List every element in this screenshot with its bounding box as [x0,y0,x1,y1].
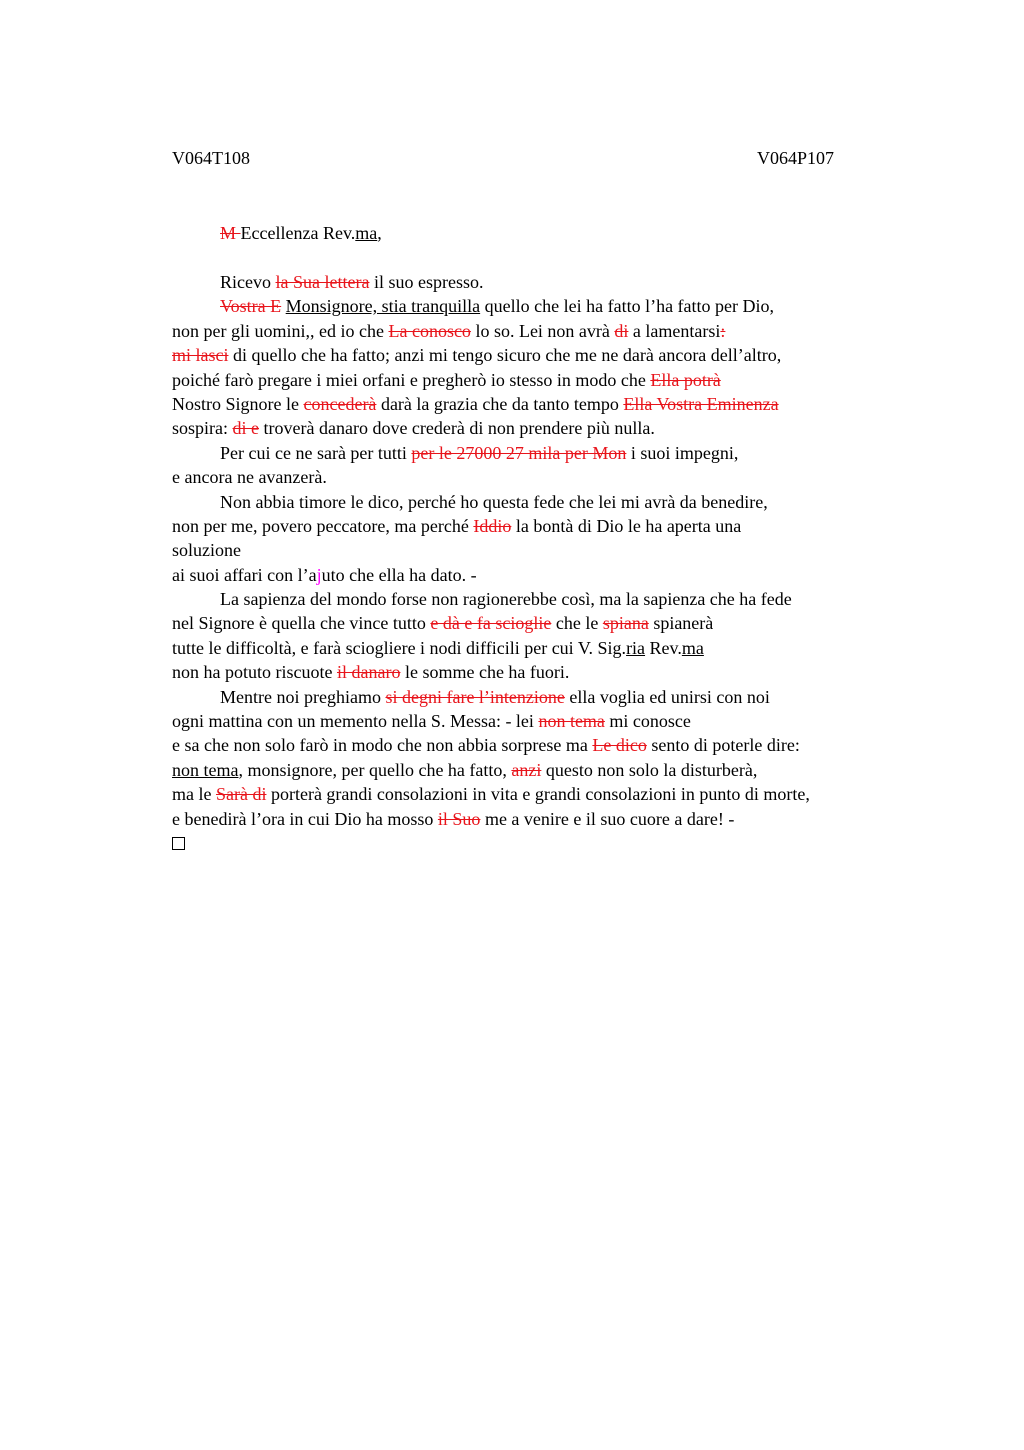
text-segment: non per me, povero peccatore, ma perché [172,515,474,536]
deleted-text: il danaro [336,662,401,683]
text-segment: me a venire e il suo cuore a dare! - [480,808,735,829]
text-segment: Ricevo [220,272,276,292]
deleted-text: il Suo [437,808,481,829]
text-segment: quello che lei ha fatto l’ha fatto per Dio, [480,296,775,317]
text-segment: di quello che ha fatto; anzi mi tengo sicuro che me ne darà ancora dell’altro, [228,345,782,366]
text-line [172,441,912,465]
deleted-text: La conosco [388,320,471,341]
text-line [172,611,912,635]
text-segment: nel Signore è quella che vince tutto [172,613,431,634]
text-segment: ogni mattina con un memento nella S. Messa: - lei [172,711,539,732]
deleted-text: Sarà di [215,784,267,805]
deleted-text: di [614,320,629,341]
deleted-text: si degni fare l’intenzione [385,686,565,707]
underlined-text: ma [355,223,378,243]
document-id-left: V064T108 [172,148,250,168]
deleted-text: mi lasci [172,345,229,366]
text-segment: , monsignore, per quello che ha fatto, [238,759,512,780]
text-line [172,685,912,709]
text-segment: tutte le difficoltà, e farà sciogliere i nodi difficili per cui V. Sig. [172,637,627,658]
text-line [172,416,912,440]
text-segment: questo non solo la disturberà, [541,759,758,780]
text-segment: sento di poterle dire: [646,735,800,756]
text-line [172,636,912,660]
deleted-text: Iddio [473,515,512,536]
text-segment: il suo espresso. [369,272,484,292]
text-segment: Per cui ce ne sarà per tutti [220,442,412,463]
deleted-text: la Sua lettera [275,272,370,292]
deleted-text: non tema [538,711,605,732]
text-line [172,758,912,782]
underlined-text: non tema [172,759,239,780]
text-segment: uto che ella ha dato. - [321,564,477,585]
text-line [172,319,912,343]
text-segment: ai suoi affari con l’a [172,564,317,585]
text-line [172,733,912,757]
underlined-text: ria [626,637,646,658]
text-line [172,368,912,392]
salutation [220,221,382,245]
end-marker-box-icon [172,837,185,850]
text-segment: darà la grazia che da tanto tempo [376,393,624,414]
text-segment: e benedirà l’ora in cui Dio ha mosso [172,808,438,829]
text-line [172,514,912,538]
text-segment: troverà danaro dove crederà di non prendere più nulla. [259,418,655,439]
document-id-right: V064P107 [757,148,835,168]
text-line [172,587,912,611]
text-line [172,709,912,733]
text-line [172,270,912,294]
text-segment: la bontà di Dio le ha aperta una [511,515,742,536]
text-segment: soluzione [172,540,241,561]
deleted-text: anzi [511,759,542,780]
text-line [172,343,912,367]
letter-body [172,270,912,855]
text-segment: le somme che ha fuori. [400,662,570,683]
text-segment: ma le [172,784,216,805]
deleted-text: M [220,223,241,243]
text-segment: spianerà [648,613,714,634]
text-segment: Nostro Signore le [172,393,304,414]
text-segment: poiché farò pregare i miei orfani e pregherò io stesso in modo che [172,369,651,390]
deleted-text: Le dico [592,735,647,756]
text-line [172,563,912,587]
text-segment: non per gli uomini,, ed io che [172,320,389,341]
text-line [172,294,912,318]
deleted-text: Ella Vostra Eminenza [623,393,779,414]
deleted-text: spiana [602,613,649,634]
text-segment: che le [551,613,603,634]
deleted-text: di e [232,418,259,439]
deleted-text: : [720,320,726,341]
text-segment: Mentre noi preghiamo [220,686,386,707]
text-segment: a lamentarsi [628,320,721,341]
salutation-comma: , [377,223,382,243]
text-segment: mi conosce [604,711,691,732]
text-segment: lo so. Lei non avrà [470,320,615,341]
underlined-text: ma [681,637,704,658]
text-line [172,538,912,562]
deleted-text: e dà e fa scioglie [430,613,552,634]
text-segment: e sa che non solo farò in modo che non abbia sorprese ma [172,735,593,756]
end-marker-line [172,831,912,855]
text-line [172,392,912,416]
text-line [172,807,912,831]
highlighted-letter: j [316,564,322,585]
text-segment: ella voglia ed unirsi con noi [564,686,770,707]
text-segment: Rev. [645,637,682,658]
underlined-text: Monsignore, stia tranquilla [285,296,481,317]
text-segment: e ancora ne avanzerà. [172,467,327,488]
deleted-text: Vostra E [220,296,282,317]
text-segment: i suoi impegni, [626,442,739,463]
deleted-text: Ella potrà [650,369,721,390]
text-segment: La sapienza del mondo forse non ragionerebbe così, ma la sapienza che ha fede [220,589,792,610]
text-line [172,465,912,489]
text-line [172,782,912,806]
text-line [172,660,912,684]
text-line [172,490,912,514]
text-segment: sospira: [172,418,233,439]
text-segment: Non abbia timore le dico, perché ho questa fede che lei mi avrà da benedire, [220,491,768,512]
text-segment: non ha potuto riscuote [172,662,337,683]
text-segment: porterà grandi consolazioni in vita e grandi consolazioni in punto di morte, [266,784,810,805]
deleted-text: per le 27000 27 mila per Mon [411,442,627,463]
salutation-text: Eccellenza Rev. [240,223,356,243]
deleted-text: concederà [303,393,377,414]
